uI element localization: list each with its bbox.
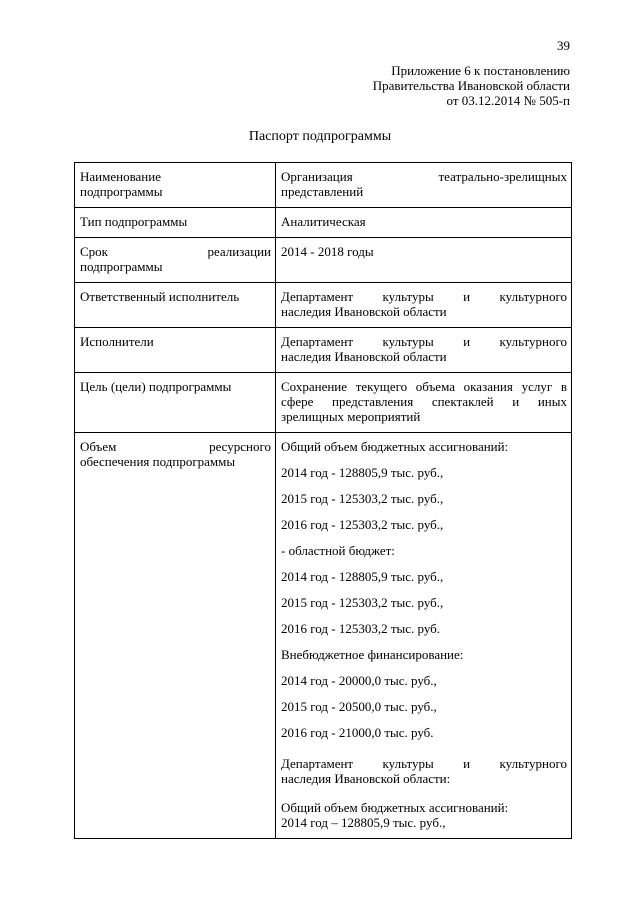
resource-line: 2014 год - 20000,0 тыс. руб., [281,673,437,688]
resource-line: 2014 год - 128805,9 тыс. руб., [281,569,444,584]
resource-line: 2016 год - 21000,0 тыс. руб. [281,725,434,740]
value-word: Организация [281,169,353,184]
value-word: культурного [499,334,567,349]
label-word: Срок [80,244,108,259]
value-word: и [463,756,471,771]
resource-line: 2014 год - 128805,9 тыс. руб., [281,465,444,480]
resource-line: 2014 год – 128805,9 тыс. руб., [281,815,446,830]
resource-line: 2015 год - 125303,2 тыс. руб., [281,595,444,610]
label-word: Объем [80,439,117,454]
value-text: Сохранение текущего объема оказания услуг в сфере представления спектаклей и иных зрелищных мероприятий [281,379,567,424]
value-line [281,289,567,304]
value-word: и [463,289,471,304]
table-row-term [75,238,572,283]
row-label: Ответственный исполнитель [75,283,276,328]
row-label [75,238,276,283]
value-word: Департамент [281,334,354,349]
value-word: культуры [382,289,434,304]
resource-line: Внебюджетное финансирование: [281,647,464,662]
value-line: представлений [281,184,364,199]
resource-line: 2015 год - 20500,0 тыс. руб., [281,699,437,714]
resource-line: 2016 год - 125303,2 тыс. руб., [281,517,444,532]
row-label: Цель (цели) подпрограммы [75,373,276,433]
row-value [276,283,572,328]
resource-line: Общий объем бюджетных ассигнований: [281,439,509,454]
value-word: культурного [499,756,567,771]
value-line [281,756,567,771]
value-line: наследия Ивановской области [281,349,447,364]
row-label: Исполнители [75,328,276,373]
row-value [276,433,572,839]
row-label: Тип подпрограммы [75,208,276,238]
table-row-goal [75,373,572,433]
label-word: ресурсного [209,439,271,454]
value-word: и [463,334,471,349]
label-line [80,439,271,454]
value-word: Департамент [281,289,354,304]
label-line: подпрограммы [80,184,163,199]
table-row-responsible [75,283,572,328]
value-word: Департамент [281,756,354,771]
appendix-line: от 03.12.2014 № 505-п [446,93,570,108]
label-word: реализации [207,244,271,259]
value-line: наследия Ивановской области [281,304,447,319]
document-title: Паспорт подпрограммы [248,129,392,144]
label-line: подпрограммы [80,259,163,274]
label-line: Наименование [80,169,161,184]
appendix-header [373,63,570,108]
label-line [80,244,271,259]
row-label [75,433,276,839]
value-word: театрально-зрелищных [438,169,567,184]
department-block [281,756,567,786]
row-label [75,163,276,208]
resource-line: 2016 год - 125303,2 тыс. руб. [281,621,441,636]
row-value [276,373,572,433]
resource-line: - областной бюджет: [281,543,395,558]
passport-table [74,162,572,839]
row-value [276,163,572,208]
value-line [281,334,567,349]
table-row-resources [75,433,572,839]
value-word: культуры [382,756,434,771]
value-line [281,169,567,184]
resource-line: 2015 год - 125303,2 тыс. руб., [281,491,444,506]
row-value: 2014 - 2018 годы [276,238,572,283]
row-value: Аналитическая [276,208,572,238]
appendix-line: Правительства Ивановской области [372,78,570,93]
value-word: культурного [499,289,567,304]
row-value [276,328,572,373]
table-row-executors [75,328,572,373]
value-word: культуры [382,334,434,349]
resource-line: Общий объем бюджетных ассигнований: [281,800,509,815]
page-number: 39 [557,38,570,53]
table-row-name [75,163,572,208]
value-line: наследия Ивановской области: [281,771,451,786]
appendix-line: Приложение 6 к постановлению [391,63,570,78]
table-row-type [75,208,572,238]
label-line: обеспечения подпрограммы [80,454,236,469]
